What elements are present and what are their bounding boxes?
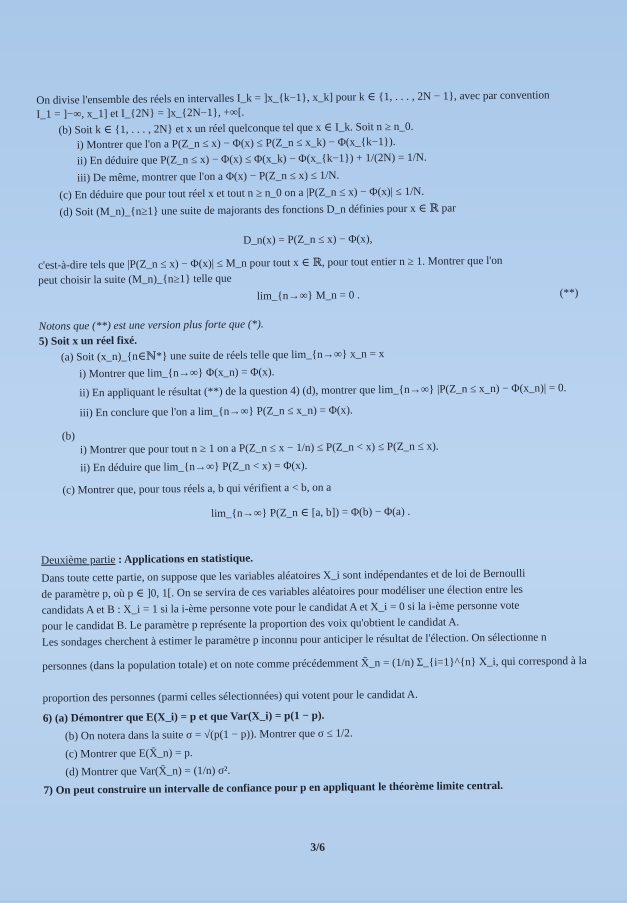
section-subtitle: : Applications en statistique. <box>115 552 254 566</box>
text-line: c'est-à-dire tels que |P(Z_n ≤ x) − Φ(x)| ≤ M_n pour tout x ∈ ℝ, pour tout entier n ≥ 1. Montrer que l'on <box>37 254 503 272</box>
text-line: On divise l'ensemble des réels en intervalles I_k = ]x_{k−1}, x_k] pour k ∈ {1, . . . , 2N − 1}, avec par convention <box>36 89 550 107</box>
text-line: Dans toute cette partie, on suppose que les variables aléatoires X_i sont indépendantes et de loi de Bernoulli <box>41 567 526 585</box>
question-7: 7) On peut construire un intervalle de confiance pour p en appliquant le théorème limite central. <box>43 779 504 797</box>
remark-line: Notons que (**) est une version plus forte que (*). <box>38 318 264 333</box>
question-5b-ii: ii) En déduire que lim_{n→∞} P(Z_n < x) = Φ(x). <box>80 459 308 475</box>
question-5c: (c) Montrer que, pour tous réels a, b qui vérifient a < b, on a <box>62 481 332 497</box>
question-6a: 6) (a) Démontrer que E(X_i) = p et que Var(X_i) = p(1 − p). <box>42 709 325 725</box>
equation-limit-Mn <box>38 287 578 306</box>
question-5a: (a) Soit (x_n)_{n∈ℕ*} une suite de réels telle que lim_{n→∞} x_n = x <box>60 348 385 364</box>
question-4b-i: i) Montrer que l'on a P(Z_n ≤ x) − Φ(x) ≤ P(Z_n ≤ x_k) − Φ(x_{k−1}). <box>76 135 396 152</box>
page-number: 3/6 <box>310 841 326 854</box>
question-5b: (b) <box>61 430 75 443</box>
question-4b-iii: iii) De même, montrer que l'on a Φ(x) − P(Z_n ≤ x) ≤ 1/N. <box>77 169 340 185</box>
section-heading <box>41 549 581 568</box>
question-5b-i: i) Montrer que pour tout n ≥ 1 on a P(Z_n ≤ x − 1/n) ≤ P(Z_n < x) ≤ P(Z_n ≤ x). <box>79 440 439 457</box>
question-4c: (c) En déduire que pour tout réel x et tout n ≥ n_0 on a |P(Z_n ≤ x) − Φ(x)| ≤ 1/N. <box>59 185 425 202</box>
question-6b: (b) On notera dans la suite σ = √(p(1 − p)). Montrer que σ ≤ 1/2. <box>64 727 353 743</box>
text-line: de paramètre p, où p ∈ ]0, 1[. On se servira de ces variables aléatoires pour modéliser une élection entre les <box>41 583 523 601</box>
equation-tag: (**) <box>559 287 579 300</box>
question-5a-i: i) Montrer que lim_{n→∞} Φ(x_n) = Φ(x). <box>79 366 275 381</box>
question-5: 5) Soit x un réel fixé. <box>38 334 138 348</box>
text-line: Les sondages cherchent à estimer le paramètre p inconnu pour anticiper le résultat de l'élection. On sélectionne n <box>41 631 547 649</box>
equation-Dn: D_n(x) = P(Z_n ≤ x) − Φ(x), <box>243 233 373 247</box>
question-4b-ii: ii) En déduire que P(Z_n ≤ x) − Φ(x) ≤ Φ(x_k) − Φ(x_{k−1}) + 1/(2N) = 1/N. <box>76 151 427 168</box>
question-5a-ii: ii) En appliquant le résultat (**) de la question 4) (d), montrer que lim_{n→∞} |P(Z_n ≤ x_n) − Φ(x_n)| = 0. <box>79 382 567 400</box>
question-6c: (c) Montrer que E(X̄_n) = p. <box>65 747 193 761</box>
text-line: I_1 = ]−∞, x_1] et I_{2N} = ]x_{2N−1}, +∞[. <box>36 106 245 121</box>
equation-limit-interval: lim_{n→∞} P(Z_n ∈ [a, b]) = Φ(b) − Φ(a) . <box>210 505 411 520</box>
text-line: personnes (dans la population totale) et on note comme précédemment X̄_n = (1/n) Σ_{i=1}^{n} X_i, qui correspond à la <box>42 655 587 673</box>
question-4d: (d) Soit (M_n)_{n≥1} une suite de majorants des fonctions D_n définies pour x ∈ ℝ par <box>59 202 456 219</box>
text-line: candidats A et B : X_i = 1 si la i-ème personne vote pour le candidat A et X_i = 0 si la i-ème personne vote <box>41 599 520 617</box>
section-title: Deuxième partie <box>41 553 116 567</box>
text-line: pour le candidat B. Le paramètre p représente la proportion des voix qu'obtient le candidat A. <box>41 616 460 633</box>
question-6d: (d) Montrer que Var(X̄_n) = (1/n) σ². <box>65 764 231 779</box>
text-line: proportion des personnes (parmi celles sélectionnées) qui votent pour le candidat A. <box>42 688 418 705</box>
text-line: peut choisir la suite (M_n)_{n≥1} telle que <box>38 272 232 287</box>
question-5a-iii: iii) En conclure que l'on a lim_{n→∞} P(Z_n ≤ x_n) = Φ(x). <box>79 404 353 420</box>
equation-text: lim_{n→∞} M_n = 0 . <box>256 289 360 303</box>
question-4b: (b) Soit k ∈ {1, . . . , 2N} et x un réel quelconque tel que x ∈ I_k. Soit n ≥ n_0. <box>58 120 414 137</box>
